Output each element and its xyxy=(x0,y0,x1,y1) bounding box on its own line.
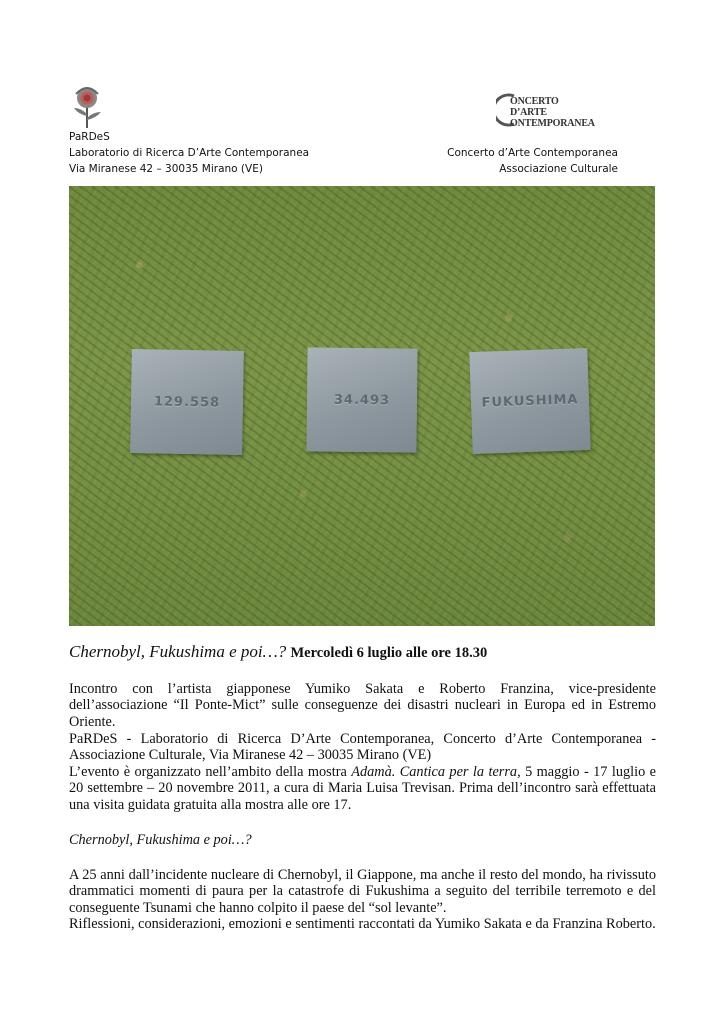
grass-plaques-photo xyxy=(69,186,655,626)
section-body-2: Riflessioni, considerazioni, emozioni e sentimenti raccontati da Yumiko Sakata e da Franzina Roberto. xyxy=(69,916,656,932)
event-context xyxy=(69,764,656,813)
event-intro: Incontro con l’artista giapponese Yumiko Sakata e Roberto Franzina, vice-presidente dell’associazione “Il Ponte-Mict” sulle conseguenze dei disastri nucleari in Europa ed in Estremo Oriente. xyxy=(69,681,656,730)
exhibition-title: Adamà. Cantica per la terra xyxy=(351,764,518,780)
event-title-italic: Chernobyl, Fukushima e poi…? xyxy=(69,642,287,661)
plaque-2 xyxy=(306,347,417,452)
section-subtitle: Chernobyl, Fukushima e poi…? xyxy=(69,832,252,848)
event-venue: PaRDeS - Laboratorio di Ricerca D’Arte Contemporanea, Concerto d’Arte Contemporanea - Associazione Culturale, Via Miranese 42 – 30035 Mirano (VE) xyxy=(69,731,656,764)
plaque-3-text: FUKUSHIMA xyxy=(481,391,579,411)
header-right xyxy=(447,145,618,177)
header-assoc-name: Concerto d’Arte Contemporanea xyxy=(447,147,618,159)
event-context-after: , 5 maggio - 17 luglio e 20 settembre – 20 novembre 2011, a cura di Maria Luisa Trevisan. Prima dell’incontro sarà effettuata una visita guidata gratuita alla mostra alle ore 17. xyxy=(69,764,656,813)
header-org-name: PaRDeS xyxy=(69,131,110,143)
header-left xyxy=(69,129,309,177)
pardes-logo xyxy=(68,84,106,130)
header-org-address: Via Miranese 42 – 30035 Mirano (VE) xyxy=(69,163,263,175)
event-date: Mercoledì 6 luglio alle ore 18.30 xyxy=(290,645,488,661)
section-body-1: A 25 anni dall’incidente nucleare di Chernobyl, il Giappone, ma anche il resto del mondo, ha rivissuto drammatici momenti di paura per la catastrofe di Fukushima a seguito del terribile terremoto e del conseguente Tsunami che hanno colpito il paese del “sol levante”. xyxy=(69,867,656,916)
concerto-logo xyxy=(496,90,596,130)
logo-line-1: ONCERTO D’ARTE xyxy=(510,96,559,118)
event-context-before: L’evento è organizzato nell’ambito della mostra xyxy=(69,764,352,780)
plaque-2-text: 34.493 xyxy=(333,392,391,408)
plaque-1 xyxy=(130,349,244,455)
header-org-desc: Laboratorio di Ricerca D’Arte Contemporanea xyxy=(69,147,310,159)
plaque-3 xyxy=(469,348,590,454)
event-title xyxy=(69,641,487,664)
logo-line-2: ONTEMPORANEA xyxy=(510,118,595,129)
header-assoc-type: Associazione Culturale xyxy=(499,163,618,175)
plaque-1-text: 129.558 xyxy=(153,393,221,411)
rose-emblem-icon xyxy=(68,84,106,130)
